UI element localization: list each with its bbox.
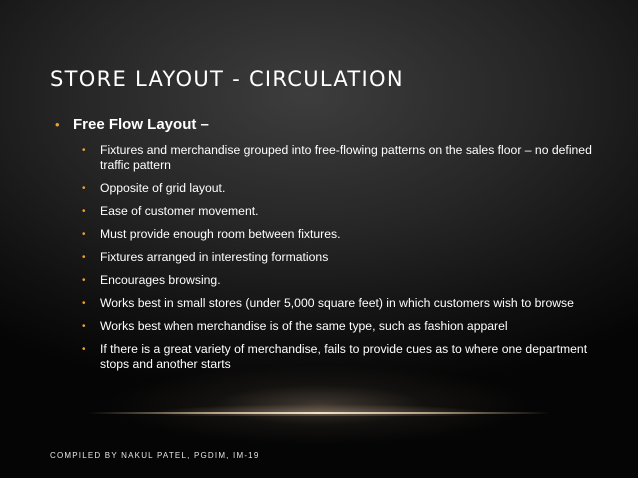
bullet-dot-icon: • <box>82 344 86 355</box>
sub-bullet-text: Ease of customer movement. <box>100 204 259 218</box>
slide-title: STORE LAYOUT - CIRCULATION <box>50 67 404 91</box>
sub-bullet <box>82 143 602 173</box>
glow-highlight <box>150 404 488 416</box>
sub-bullet <box>82 319 602 334</box>
bullet-dot-icon: • <box>82 298 86 309</box>
bullet-dot-icon: • <box>82 321 86 332</box>
bullet-dot-icon: • <box>82 275 86 286</box>
sub-bullet <box>82 204 602 219</box>
bullet-dot-icon: • <box>82 183 86 194</box>
sub-bullet-text: Fixtures arranged in interesting formations <box>100 250 329 264</box>
sub-bullet-text: Works best in small stores (under 5,000 square feet) in which customers wish to browse <box>100 296 574 310</box>
sub-bullet-text: Opposite of grid layout. <box>100 181 226 195</box>
main-bullet <box>55 116 209 133</box>
main-bullet-label: Free Flow Layout – <box>73 116 209 133</box>
sub-bullet <box>82 273 602 288</box>
footer-credit: COMPILED BY NAKUL PATEL, PGDIM, IM-19 <box>50 451 260 460</box>
glow-line <box>88 412 550 414</box>
bullet-dot-icon: • <box>82 206 86 217</box>
sub-bullet <box>82 296 602 311</box>
sub-bullet-text: Must provide enough room between fixtures. <box>100 227 341 241</box>
bullet-dot-icon: • <box>82 145 86 156</box>
sub-bullet-text: Fixtures and merchandise grouped into free-flowing patterns on the sales floor – no defined traffic pattern <box>100 143 592 172</box>
sub-bullet-text: Works best when merchandise is of the same type, such as fashion apparel <box>100 319 508 333</box>
bullet-dot-icon: • <box>82 252 86 263</box>
bullet-dot-icon: • <box>82 229 86 240</box>
sub-bullet <box>82 227 602 242</box>
sub-bullet <box>82 181 602 196</box>
sub-bullet <box>82 342 602 372</box>
bullet-dot-icon: • <box>55 117 60 132</box>
sub-bullet <box>82 250 602 265</box>
sub-bullet-text: If there is a great variety of merchandise, fails to provide cues as to where one department stops and another starts <box>100 342 588 371</box>
sub-bullet-list <box>82 143 602 380</box>
sub-bullet-text: Encourages browsing. <box>100 273 221 287</box>
